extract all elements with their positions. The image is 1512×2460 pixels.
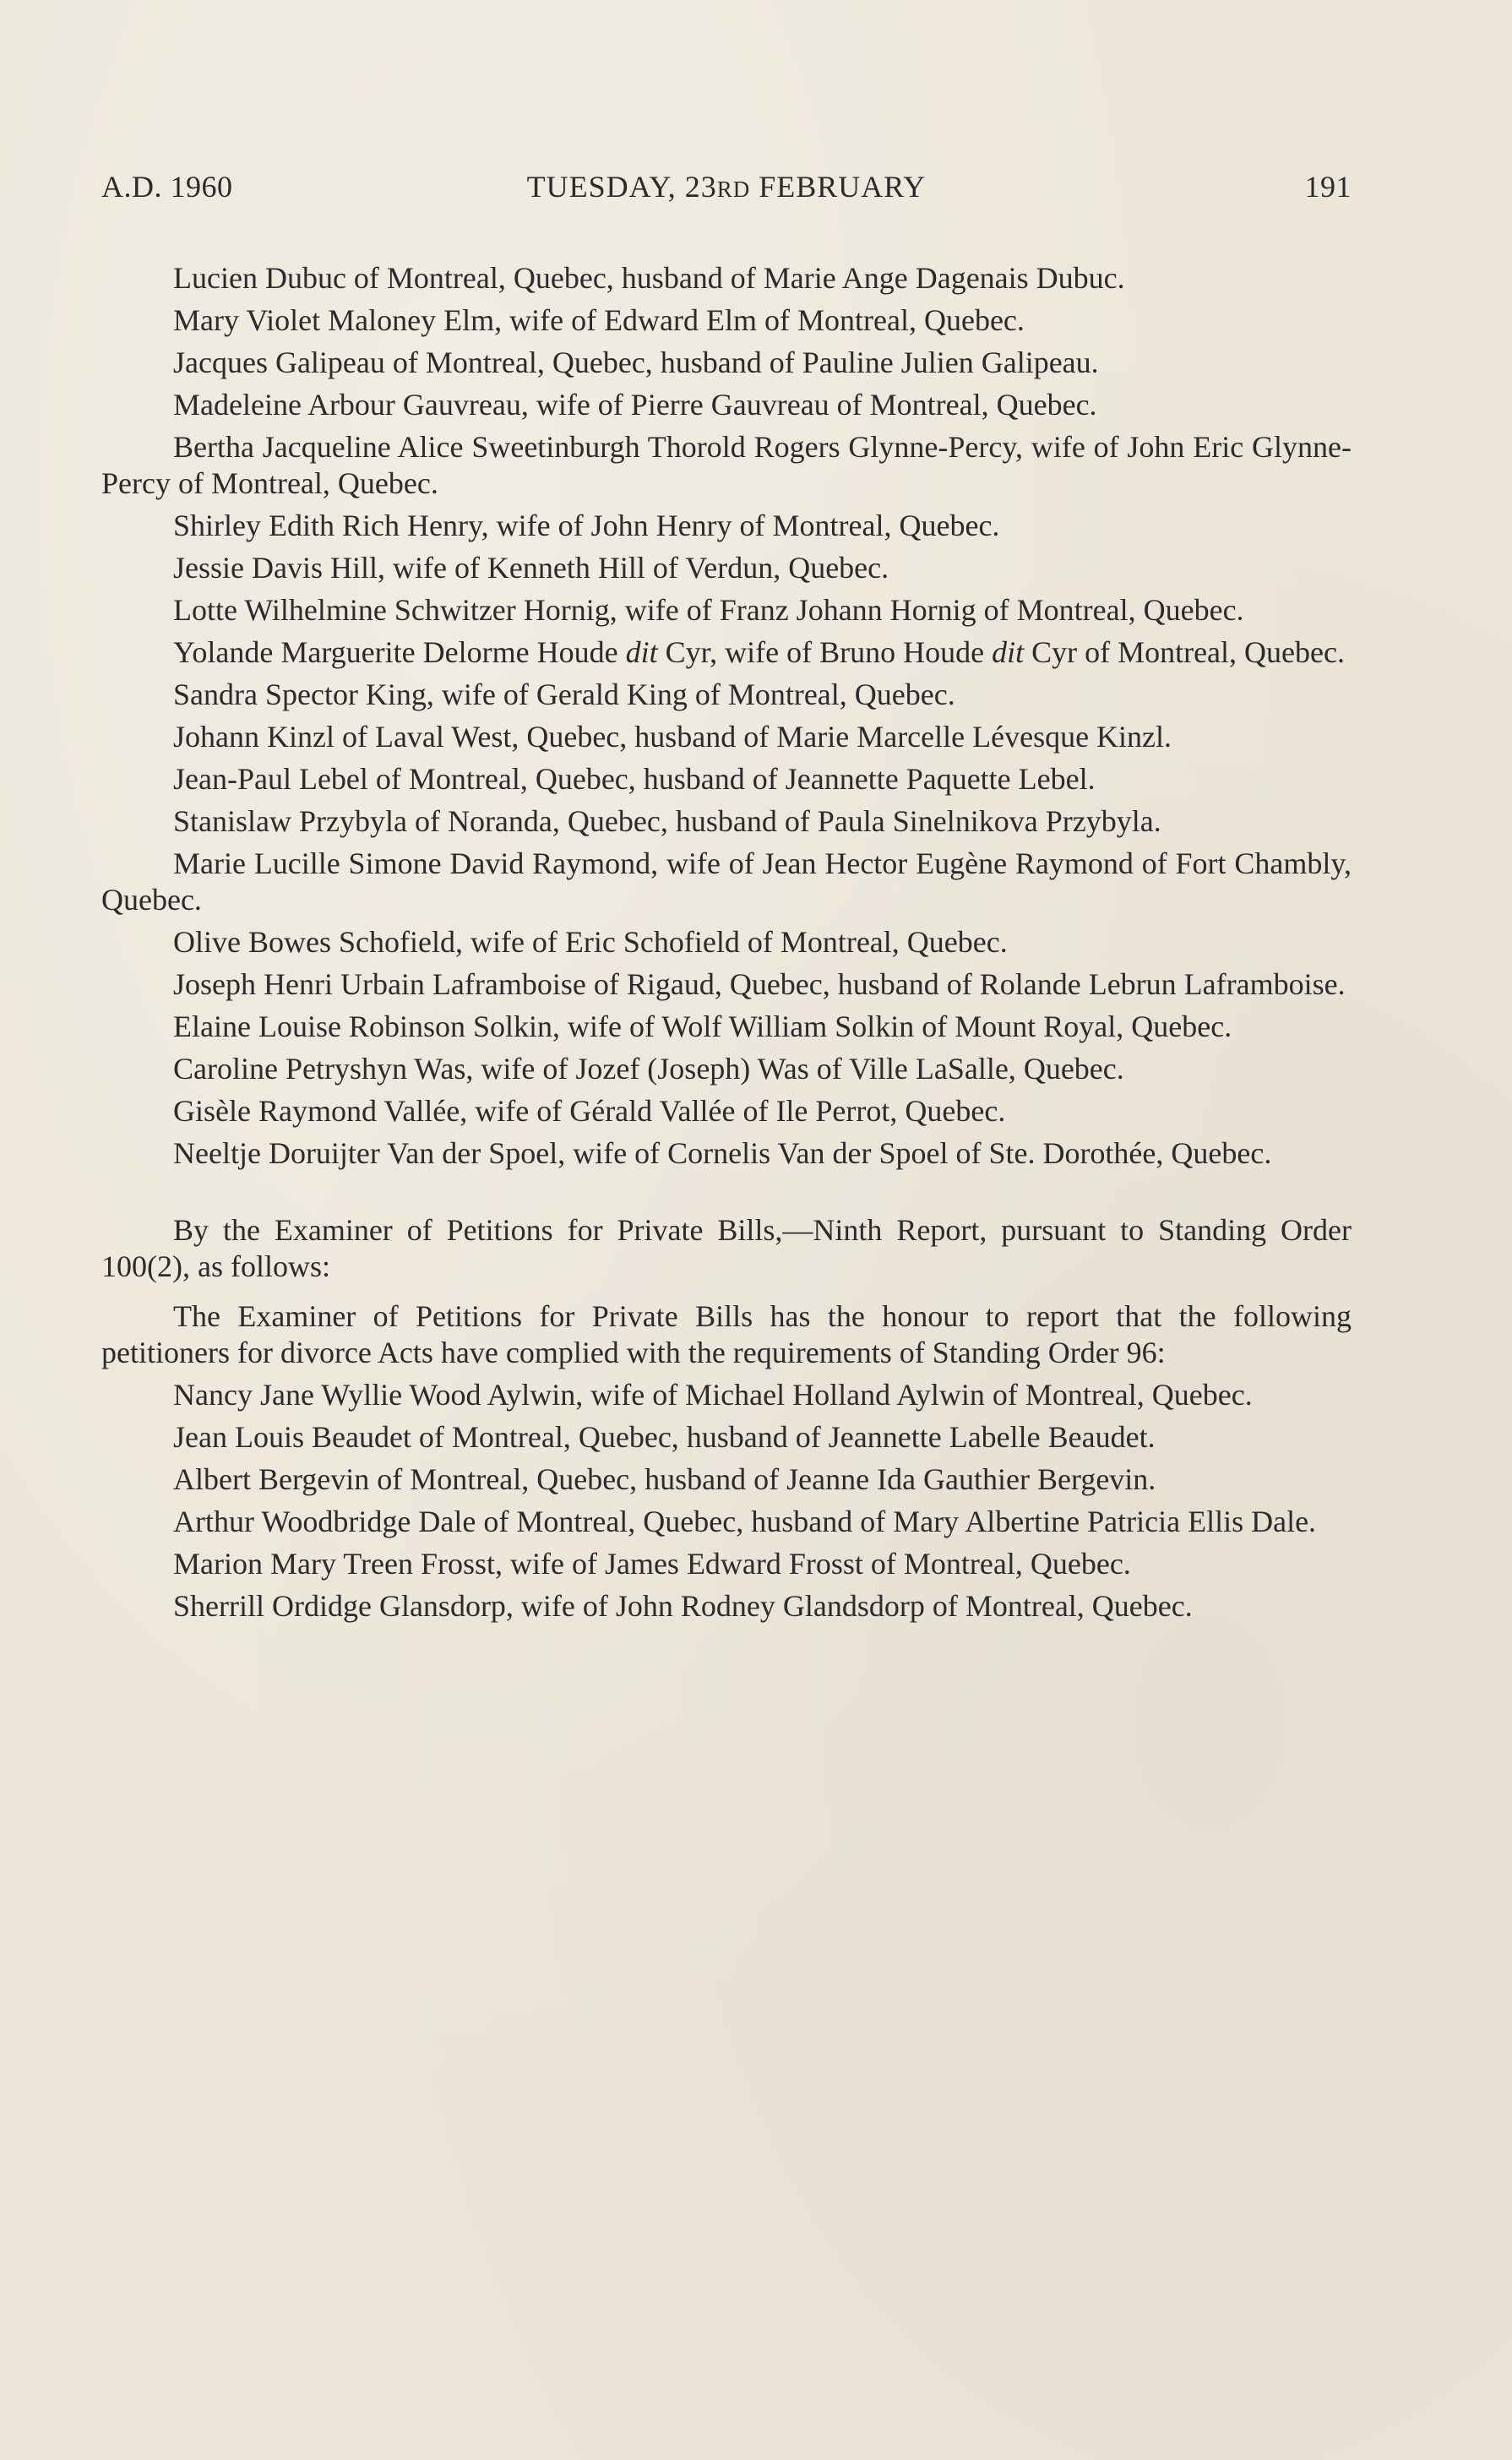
page-header	[101, 169, 1352, 213]
petition-entry: Marion Mary Treen Frosst, wife of James Edward Frosst of Montreal, Quebec.	[173, 1547, 1131, 1581]
petition-entry: Johann Kinzl of Laval West, Quebec, husband of Marie Marcelle Lévesque Kinzl.	[173, 720, 1172, 754]
entry-italic: dit	[992, 635, 1025, 669]
entry-text: Yolande Marguerite Delorme Houde	[173, 635, 626, 669]
page-number: 191	[1304, 170, 1352, 204]
petition-entry: Stanislaw Przybyla of Noranda, Quebec, husband of Paula Sinelnikova Przybyla.	[173, 804, 1161, 838]
petition-entry: Sandra Spector King, wife of Gerald King of Montreal, Quebec.	[173, 678, 955, 711]
petition-entry: Jacques Galipeau of Montreal, Quebec, husband of Pauline Julien Galipeau.	[173, 346, 1099, 379]
petition-entry: Elaine Louise Robinson Solkin, wife of Wolf William Solkin of Mount Royal, Quebec.	[173, 1010, 1232, 1043]
report-statement: The Examiner of Petitions for Private Bills has the honour to report that the following petitioners for divorce Acts have complied with the requirements of Standing Order 96:	[101, 1299, 1352, 1369]
entry-italic: dit	[625, 635, 658, 669]
petition-entry: Jessie Davis Hill, wife of Kenneth Hill of Verdun, Quebec.	[173, 551, 889, 585]
petition-entry: Albert Bergevin of Montreal, Quebec, husband of Jeanne Ida Gauthier Bergevin.	[173, 1462, 1156, 1496]
petition-entry: Neeltje Doruijter Van der Spoel, wife of Cornelis Van der Spoel of Ste. Dorothée, Quebec.	[173, 1136, 1272, 1170]
page-body	[101, 260, 1352, 1630]
petition-entry: Lotte Wilhelmine Schwitzer Hornig, wife of Franz Johann Hornig of Montreal, Quebec.	[173, 593, 1244, 627]
petition-entry: Lucien Dubuc of Montreal, Quebec, husband of Marie Ange Dagenais Dubuc.	[173, 261, 1125, 295]
petition-entry: Bertha Jacqueline Alice Sweetinburgh Thorold Rogers Glynne-Percy, wife of John Eric Glynne-Percy of Montreal, Quebec.	[101, 430, 1352, 500]
petition-entry: Shirley Edith Rich Henry, wife of John Henry of Montreal, Quebec.	[173, 509, 1000, 542]
petition-entry: Madeleine Arbour Gauvreau, wife of Pierre Gauvreau of Montreal, Quebec.	[173, 388, 1097, 422]
header-year: A.D. 1960	[101, 170, 233, 204]
entry-text: Cyr of Montreal, Quebec.	[1024, 635, 1345, 669]
header-date	[101, 169, 1352, 204]
petition-entry: Caroline Petryshyn Was, wife of Jozef (Joseph) Was of Ville LaSalle, Quebec.	[173, 1052, 1124, 1086]
entry-text: Cyr, wife of Bruno Houde	[657, 635, 993, 669]
petition-entry	[101, 634, 1352, 671]
petition-entry: Mary Violet Maloney Elm, wife of Edward Elm of Montreal, Quebec.	[173, 303, 1025, 337]
petition-entry: Jean Louis Beaudet of Montreal, Quebec, husband of Jeannette Labelle Beaudet.	[173, 1420, 1156, 1454]
petition-entry: Marie Lucille Simone David Raymond, wife of Jean Hector Eugène Raymond of Fort Chambly, Quebec.	[101, 846, 1352, 917]
header-date-main: TUESDAY, 23	[526, 170, 717, 204]
petition-entry: Jean-Paul Lebel of Montreal, Quebec, husband of Jeannette Paquette Lebel.	[173, 762, 1096, 796]
petition-entry: Arthur Woodbridge Dale of Montreal, Quebec, husband of Mary Albertine Patricia Ellis Dale.	[173, 1505, 1317, 1538]
header-date-suffix: RD	[716, 177, 751, 202]
report-intro: By the Examiner of Petitions for Private Bills,—Ninth Report, pursuant to Standing Order 100(2), as follows:	[101, 1213, 1352, 1283]
header-date-month: FEBRUARY	[750, 170, 927, 204]
petition-entry: Olive Bowes Schofield, wife of Eric Schofield of Montreal, Quebec.	[173, 925, 1008, 959]
petition-entry: Sherrill Ordidge Glansdorp, wife of John Rodney Glandsdorp of Montreal, Quebec.	[173, 1589, 1193, 1623]
petition-entry: Nancy Jane Wyllie Wood Aylwin, wife of Michael Holland Aylwin of Montreal, Quebec.	[173, 1378, 1253, 1412]
petition-entry: Gisèle Raymond Vallée, wife of Gérald Vallée of Ile Perrot, Quebec.	[173, 1094, 1006, 1128]
petition-entry: Joseph Henri Urbain Laframboise of Rigaud, Quebec, husband of Rolande Lebrun Laframboise.	[173, 967, 1346, 1001]
